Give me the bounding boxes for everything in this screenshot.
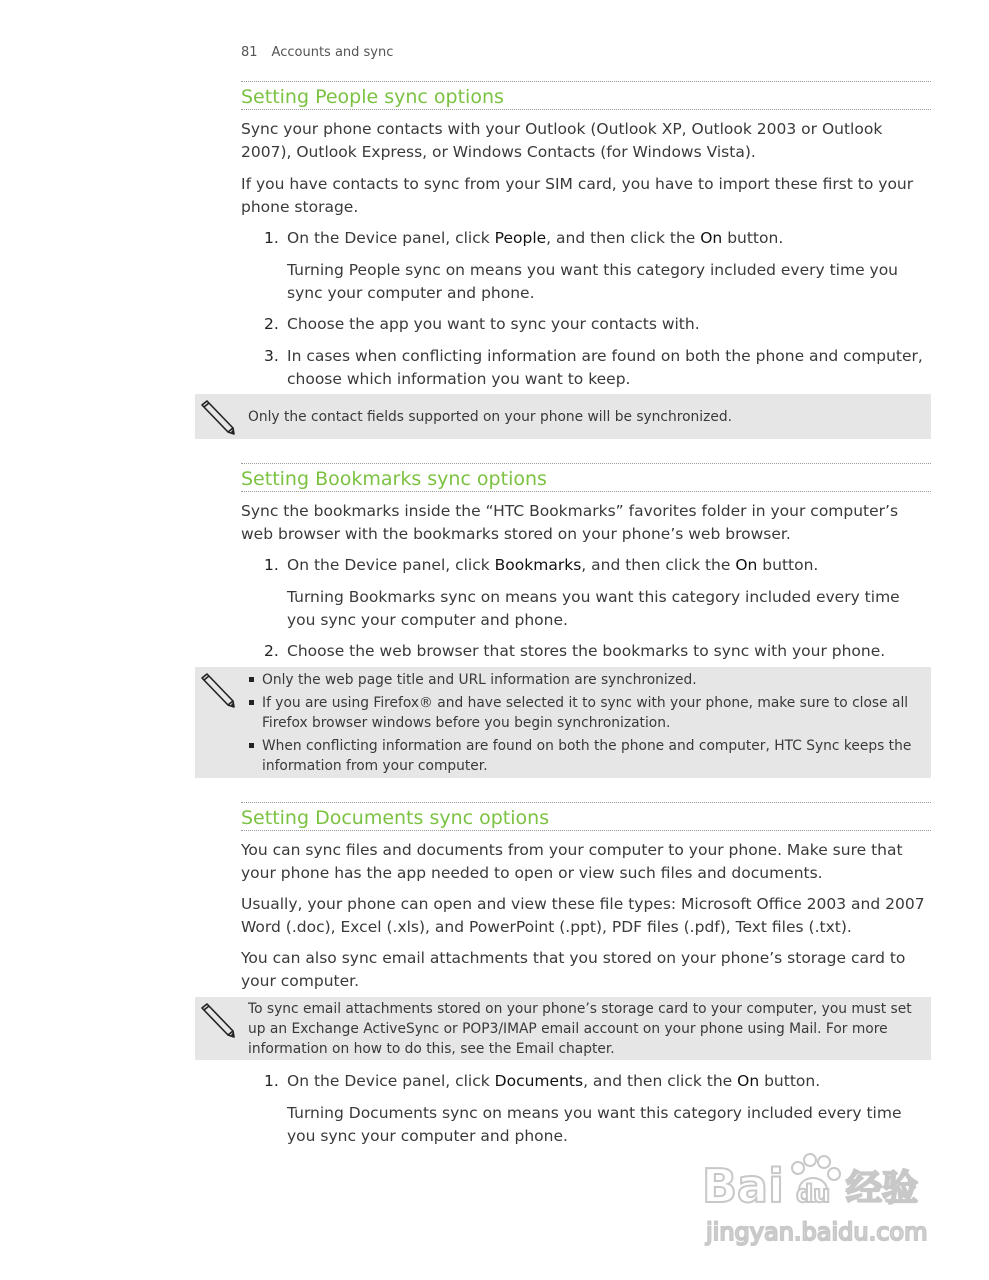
people-paragraph-2: If you have contacts to sync from your SIM card, you have to import these first to your phone storage. <box>241 175 914 216</box>
step-number: 2. <box>264 315 279 333</box>
people-heading: Setting People sync options <box>241 86 504 108</box>
note-list-item: When conflicting information are found on both the phone and computer, HTC Sync keeps the information from your computer. <box>243 736 921 776</box>
step-text: , and then click the <box>583 1072 738 1090</box>
people-step-1 <box>287 227 927 250</box>
note-list-item: Only the web page title and URL information are synchronized. <box>243 670 921 690</box>
note-list <box>243 670 921 779</box>
note-list-item: If you are using Firefox® and have selected it to sync with your phone, make sure to close all Firefox browser windows before you begin synchronization. <box>243 693 921 733</box>
note-text: To sync email attachments stored on your phone’s storage card to your computer, you must set up an Exchange ActiveSync or POP3/IMAP email account on your phone using Mail. For more information on how to do this, see the Email chapter. <box>248 1001 912 1057</box>
documents-heading: Setting Documents sync options <box>241 807 550 829</box>
pencil-icon <box>198 671 236 709</box>
watermark-brand: du <box>796 1180 831 1208</box>
note-box <box>195 394 931 439</box>
watermark-logo <box>700 1150 940 1250</box>
watermark-cn: 经验 <box>846 1168 919 1209</box>
page-number: 81 <box>241 45 258 60</box>
step-text: On the Device panel, click <box>287 556 495 574</box>
documents-paragraph-3: You can also sync email attachments that you stored on your phone’s storage card to your computer. <box>241 949 906 990</box>
note-box <box>195 997 931 1060</box>
step-text: button. <box>722 229 784 247</box>
step-text: button. <box>757 556 819 574</box>
people-step-1-detail: Turning People sync on means you want this category included every time you sync your computer and phone. <box>287 261 899 302</box>
section-title: Accounts and sync <box>271 45 394 60</box>
bookmarks-paragraph-1: Sync the bookmarks inside the “HTC Bookmarks” favorites folder in your computer’s web browser with the bookmarks stored on your phone’s web browser. <box>241 502 899 543</box>
documents-paragraph-1: You can sync files and documents from your computer to your phone. Make sure that your phone has the app needed to open or view such files and documents. <box>241 841 903 882</box>
step-number: 1. <box>264 556 279 574</box>
step-text: On the Device panel, click <box>287 229 495 247</box>
ui-term: Documents <box>494 1072 584 1090</box>
documents-step-1 <box>287 1070 927 1093</box>
ui-term: On <box>737 1072 760 1090</box>
divider <box>241 109 931 110</box>
pencil-icon <box>198 398 236 436</box>
step-text: , and then click the <box>546 229 701 247</box>
step-number: 3. <box>264 347 279 365</box>
note-box <box>195 667 931 778</box>
divider <box>241 830 931 831</box>
bookmarks-step-1 <box>287 554 927 577</box>
step-text: On the Device panel, click <box>287 1072 495 1090</box>
people-paragraph-1: Sync your phone contacts with your Outlook (Outlook XP, Outlook 2003 or Outlook 2007), Outlook Express, or Windows Contacts (for Windows Vista). <box>241 120 883 161</box>
ui-term: Bookmarks <box>494 556 582 574</box>
step-number: 1. <box>264 1072 279 1090</box>
step-number: 1. <box>264 229 279 247</box>
step-number: 2. <box>264 642 279 660</box>
note-text: Only the contact fields supported on your phone will be synchronized. <box>248 409 733 425</box>
bookmarks-step-2: Choose the web browser that stores the bookmarks to sync with your phone. <box>287 642 886 660</box>
documents-paragraph-2: Usually, your phone can open and view these file types: Microsoft Office 2003 and 2007 Word (.doc), Excel (.xls), and PowerPoint (.ppt), PDF files (.pdf), Text files (.txt). <box>241 895 925 936</box>
ui-term: People <box>494 229 547 247</box>
divider <box>241 802 931 803</box>
ui-term: On <box>735 556 758 574</box>
watermark-brand: Bai <box>702 1159 784 1213</box>
page-header <box>241 45 393 60</box>
bookmarks-step-1-detail: Turning Bookmarks sync on means you want this category included every time you sync your computer and phone. <box>287 588 900 629</box>
divider <box>241 463 931 464</box>
step-text: , and then click the <box>581 556 736 574</box>
divider <box>241 81 931 82</box>
bookmarks-heading: Setting Bookmarks sync options <box>241 468 547 490</box>
documents-step-1-detail: Turning Documents sync on means you want this category included every time you sync your computer and phone. <box>287 1104 902 1145</box>
ui-term: On <box>700 229 723 247</box>
pencil-icon <box>198 1001 236 1039</box>
step-text: button. <box>759 1072 821 1090</box>
divider <box>241 491 931 492</box>
watermark-url: jingyan.baidu.com <box>706 1218 928 1246</box>
people-step-3: In cases when conflicting information are found on both the phone and computer, choose which information you want to keep. <box>287 347 923 388</box>
people-step-2: Choose the app you want to sync your contacts with. <box>287 315 700 333</box>
